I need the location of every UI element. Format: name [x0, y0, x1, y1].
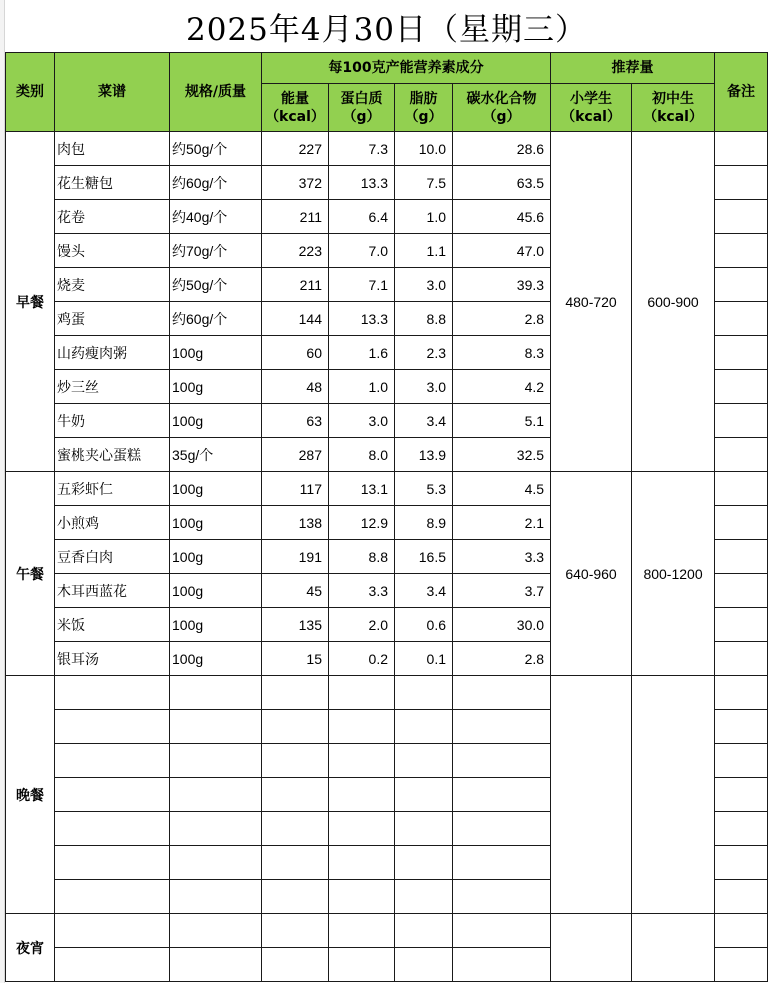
- carb-value[interactable]: [453, 778, 551, 812]
- recommend-primary[interactable]: [551, 914, 632, 982]
- recommend-junior[interactable]: [632, 914, 715, 982]
- dish-spec[interactable]: 约60g/个: [170, 302, 262, 336]
- remark-cell[interactable]: [715, 812, 768, 846]
- dish-name[interactable]: [55, 880, 170, 914]
- carb-value[interactable]: 28.6: [453, 132, 551, 166]
- protein-value[interactable]: [329, 812, 395, 846]
- header-fat: 脂肪 （g）: [395, 84, 453, 132]
- energy-value[interactable]: 45: [262, 574, 329, 608]
- remark-cell[interactable]: [715, 676, 768, 710]
- remark-cell[interactable]: [715, 880, 768, 914]
- remark-cell[interactable]: [715, 404, 768, 438]
- remark-cell[interactable]: [715, 744, 768, 778]
- remark-cell[interactable]: [715, 336, 768, 370]
- remark-cell[interactable]: [715, 710, 768, 744]
- carb-value[interactable]: 63.5: [453, 166, 551, 200]
- header-primary: 小学生 （kcal）: [551, 84, 632, 132]
- header-nutrition-group: 每100克产能营养素成分: [262, 53, 551, 84]
- carb-value[interactable]: 5.1: [453, 404, 551, 438]
- dish-spec[interactable]: 35g/个: [170, 438, 262, 472]
- energy-value[interactable]: [262, 914, 329, 948]
- dish-name[interactable]: [55, 744, 170, 778]
- header-spec: 规格/质量: [170, 53, 262, 132]
- energy-value[interactable]: 15: [262, 642, 329, 676]
- carb-value[interactable]: 2.1: [453, 506, 551, 540]
- header-remark: 备注: [715, 53, 768, 132]
- protein-value[interactable]: [329, 948, 395, 982]
- protein-value[interactable]: 0.2: [329, 642, 395, 676]
- dish-spec[interactable]: 约50g/个: [170, 132, 262, 166]
- remark-cell[interactable]: [715, 234, 768, 268]
- protein-value[interactable]: [329, 744, 395, 778]
- menu-table: [5, 52, 768, 982]
- fat-value[interactable]: 13.9: [395, 438, 453, 472]
- energy-value[interactable]: 211: [262, 268, 329, 302]
- dish-name[interactable]: 馒头: [55, 234, 170, 268]
- carb-value[interactable]: 8.3: [453, 336, 551, 370]
- carb-value[interactable]: 39.3: [453, 268, 551, 302]
- dish-name[interactable]: 花生糖包: [55, 166, 170, 200]
- carb-value[interactable]: [453, 948, 551, 982]
- fat-value[interactable]: [395, 676, 453, 710]
- dish-spec[interactable]: 100g: [170, 574, 262, 608]
- remark-cell[interactable]: [715, 642, 768, 676]
- energy-value[interactable]: [262, 778, 329, 812]
- energy-value[interactable]: [262, 880, 329, 914]
- table-row: [6, 132, 768, 166]
- fat-value[interactable]: [395, 778, 453, 812]
- remark-cell[interactable]: [715, 540, 768, 574]
- dish-spec[interactable]: 100g: [170, 336, 262, 370]
- remark-cell[interactable]: [715, 914, 768, 948]
- dish-spec[interactable]: [170, 710, 262, 744]
- protein-value[interactable]: [329, 710, 395, 744]
- protein-value[interactable]: 3.0: [329, 404, 395, 438]
- energy-value[interactable]: [262, 710, 329, 744]
- recommend-junior[interactable]: 800-1200: [632, 472, 715, 676]
- dish-spec[interactable]: 100g: [170, 540, 262, 574]
- protein-value[interactable]: [329, 880, 395, 914]
- carb-value[interactable]: [453, 710, 551, 744]
- page-title: 2025年4月30日（星期三）: [185, 11, 588, 48]
- header-recommend-group: 推荐量: [551, 53, 715, 84]
- dish-name[interactable]: 花卷: [55, 200, 170, 234]
- dish-spec[interactable]: 100g: [170, 608, 262, 642]
- dish-name[interactable]: [55, 778, 170, 812]
- header-dish: 菜谱: [55, 53, 170, 132]
- header-junior: 初中生 （kcal）: [632, 84, 715, 132]
- remark-cell[interactable]: [715, 778, 768, 812]
- remark-cell[interactable]: [715, 166, 768, 200]
- dish-name[interactable]: 银耳汤: [55, 642, 170, 676]
- meal-category[interactable]: 晚餐: [6, 676, 55, 914]
- fat-value[interactable]: 3.0: [395, 268, 453, 302]
- protein-value[interactable]: 6.4: [329, 200, 395, 234]
- dish-name[interactable]: 烧麦: [55, 268, 170, 302]
- energy-value[interactable]: 372: [262, 166, 329, 200]
- recommend-junior[interactable]: [632, 676, 715, 914]
- table-row: [6, 676, 768, 710]
- carb-value[interactable]: 2.8: [453, 642, 551, 676]
- carb-value[interactable]: [453, 676, 551, 710]
- protein-value[interactable]: 7.1: [329, 268, 395, 302]
- carb-value[interactable]: 30.0: [453, 608, 551, 642]
- dish-spec[interactable]: [170, 812, 262, 846]
- carb-value[interactable]: 32.5: [453, 438, 551, 472]
- fat-value[interactable]: [395, 744, 453, 778]
- protein-value[interactable]: 13.3: [329, 302, 395, 336]
- energy-value[interactable]: 60: [262, 336, 329, 370]
- dish-spec[interactable]: 约50g/个: [170, 268, 262, 302]
- remark-cell[interactable]: [715, 846, 768, 880]
- dish-name[interactable]: [55, 914, 170, 948]
- energy-value[interactable]: [262, 676, 329, 710]
- energy-value[interactable]: 63: [262, 404, 329, 438]
- dish-name[interactable]: [55, 710, 170, 744]
- dish-spec[interactable]: [170, 778, 262, 812]
- energy-value[interactable]: 48: [262, 370, 329, 404]
- fat-value[interactable]: 10.0: [395, 132, 453, 166]
- carb-value[interactable]: 3.7: [453, 574, 551, 608]
- energy-value[interactable]: 144: [262, 302, 329, 336]
- dish-name[interactable]: [55, 812, 170, 846]
- dish-name[interactable]: [55, 846, 170, 880]
- energy-value[interactable]: [262, 948, 329, 982]
- protein-value[interactable]: 8.0: [329, 438, 395, 472]
- carb-value[interactable]: 3.3: [453, 540, 551, 574]
- remark-cell[interactable]: [715, 948, 768, 982]
- fat-value[interactable]: 5.3: [395, 472, 453, 506]
- menu-body: [6, 132, 768, 982]
- fat-value[interactable]: 3.4: [395, 574, 453, 608]
- fat-value[interactable]: 3.0: [395, 370, 453, 404]
- dish-spec[interactable]: [170, 676, 262, 710]
- dish-name[interactable]: 豆香白肉: [55, 540, 170, 574]
- fat-value[interactable]: 2.3: [395, 336, 453, 370]
- carb-value[interactable]: 4.5: [453, 472, 551, 506]
- table-row: [6, 472, 768, 506]
- dish-name[interactable]: 五彩虾仁: [55, 472, 170, 506]
- dish-spec[interactable]: 100g: [170, 472, 262, 506]
- fat-value[interactable]: [395, 914, 453, 948]
- protein-value[interactable]: [329, 676, 395, 710]
- carb-value[interactable]: [453, 914, 551, 948]
- fat-value[interactable]: 8.9: [395, 506, 453, 540]
- dish-name[interactable]: 蜜桃夹心蛋糕: [55, 438, 170, 472]
- protein-value[interactable]: 13.1: [329, 472, 395, 506]
- carb-value[interactable]: 47.0: [453, 234, 551, 268]
- remark-cell[interactable]: [715, 268, 768, 302]
- fat-value[interactable]: 16.5: [395, 540, 453, 574]
- dish-spec[interactable]: [170, 880, 262, 914]
- protein-value[interactable]: 2.0: [329, 608, 395, 642]
- energy-value[interactable]: 117: [262, 472, 329, 506]
- remark-cell[interactable]: [715, 506, 768, 540]
- dish-name[interactable]: 炒三丝: [55, 370, 170, 404]
- protein-value[interactable]: [329, 778, 395, 812]
- dish-spec[interactable]: [170, 914, 262, 948]
- fat-value[interactable]: [395, 846, 453, 880]
- energy-value[interactable]: 287: [262, 438, 329, 472]
- remark-cell[interactable]: [715, 132, 768, 166]
- carb-value[interactable]: [453, 846, 551, 880]
- dish-spec[interactable]: 约40g/个: [170, 200, 262, 234]
- remark-cell[interactable]: [715, 200, 768, 234]
- dish-name[interactable]: [55, 948, 170, 982]
- meal-category[interactable]: 午餐: [6, 472, 55, 676]
- protein-value[interactable]: 8.8: [329, 540, 395, 574]
- protein-value[interactable]: 12.9: [329, 506, 395, 540]
- remark-cell[interactable]: [715, 472, 768, 506]
- fat-value[interactable]: [395, 948, 453, 982]
- protein-value[interactable]: 1.0: [329, 370, 395, 404]
- protein-value[interactable]: 13.3: [329, 166, 395, 200]
- fat-value[interactable]: 0.6: [395, 608, 453, 642]
- recommend-primary[interactable]: 640-960: [551, 472, 632, 676]
- energy-value[interactable]: 227: [262, 132, 329, 166]
- remark-cell[interactable]: [715, 608, 768, 642]
- energy-value[interactable]: [262, 812, 329, 846]
- header-energy: 能量 （kcal）: [262, 84, 329, 132]
- dish-name[interactable]: 米饭: [55, 608, 170, 642]
- header-category: 类别: [6, 53, 55, 132]
- dish-spec[interactable]: 100g: [170, 506, 262, 540]
- protein-value[interactable]: [329, 914, 395, 948]
- dish-spec[interactable]: [170, 744, 262, 778]
- dish-name[interactable]: [55, 676, 170, 710]
- protein-value[interactable]: 7.0: [329, 234, 395, 268]
- fat-value[interactable]: 7.5: [395, 166, 453, 200]
- energy-value[interactable]: 211: [262, 200, 329, 234]
- energy-value[interactable]: 138: [262, 506, 329, 540]
- remark-cell[interactable]: [715, 574, 768, 608]
- dish-name[interactable]: 山药瘦肉粥: [55, 336, 170, 370]
- protein-value[interactable]: 7.3: [329, 132, 395, 166]
- dish-name[interactable]: 牛奶: [55, 404, 170, 438]
- recommend-primary[interactable]: 480-720: [551, 132, 632, 472]
- dish-name[interactable]: 木耳西蓝花: [55, 574, 170, 608]
- carb-value[interactable]: 45.6: [453, 200, 551, 234]
- fat-value[interactable]: [395, 880, 453, 914]
- protein-value[interactable]: [329, 846, 395, 880]
- remark-cell[interactable]: [715, 438, 768, 472]
- dish-spec[interactable]: 100g: [170, 404, 262, 438]
- energy-value[interactable]: 135: [262, 608, 329, 642]
- protein-value[interactable]: 3.3: [329, 574, 395, 608]
- energy-value[interactable]: 223: [262, 234, 329, 268]
- energy-value[interactable]: [262, 846, 329, 880]
- dish-name[interactable]: 小煎鸡: [55, 506, 170, 540]
- protein-value[interactable]: 1.6: [329, 336, 395, 370]
- carb-value[interactable]: [453, 744, 551, 778]
- remark-cell[interactable]: [715, 302, 768, 336]
- energy-value[interactable]: 191: [262, 540, 329, 574]
- header-carb: 碳水化合物 （g）: [453, 84, 551, 132]
- dish-spec[interactable]: 100g: [170, 642, 262, 676]
- fat-value[interactable]: 1.0: [395, 200, 453, 234]
- carb-value[interactable]: [453, 812, 551, 846]
- carb-value[interactable]: [453, 880, 551, 914]
- fat-value[interactable]: 8.8: [395, 302, 453, 336]
- fat-value[interactable]: 3.4: [395, 404, 453, 438]
- header-protein: 蛋白质 （g）: [329, 84, 395, 132]
- dish-spec[interactable]: 100g: [170, 370, 262, 404]
- carb-value[interactable]: 2.8: [453, 302, 551, 336]
- recommend-junior[interactable]: 600-900: [632, 132, 715, 472]
- meal-category[interactable]: 早餐: [6, 132, 55, 472]
- carb-value[interactable]: 4.2: [453, 370, 551, 404]
- recommend-primary[interactable]: [551, 676, 632, 914]
- fat-value[interactable]: 0.1: [395, 642, 453, 676]
- table-row: [6, 914, 768, 948]
- fat-value[interactable]: [395, 710, 453, 744]
- dish-name[interactable]: 肉包: [55, 132, 170, 166]
- fat-value[interactable]: [395, 812, 453, 846]
- dish-spec[interactable]: [170, 948, 262, 982]
- dish-spec[interactable]: 约70g/个: [170, 234, 262, 268]
- remark-cell[interactable]: [715, 370, 768, 404]
- dish-spec[interactable]: [170, 846, 262, 880]
- energy-value[interactable]: [262, 744, 329, 778]
- fat-value[interactable]: 1.1: [395, 234, 453, 268]
- dish-spec[interactable]: 约60g/个: [170, 166, 262, 200]
- dish-name[interactable]: 鸡蛋: [55, 302, 170, 336]
- meal-category[interactable]: 夜宵: [6, 914, 55, 982]
